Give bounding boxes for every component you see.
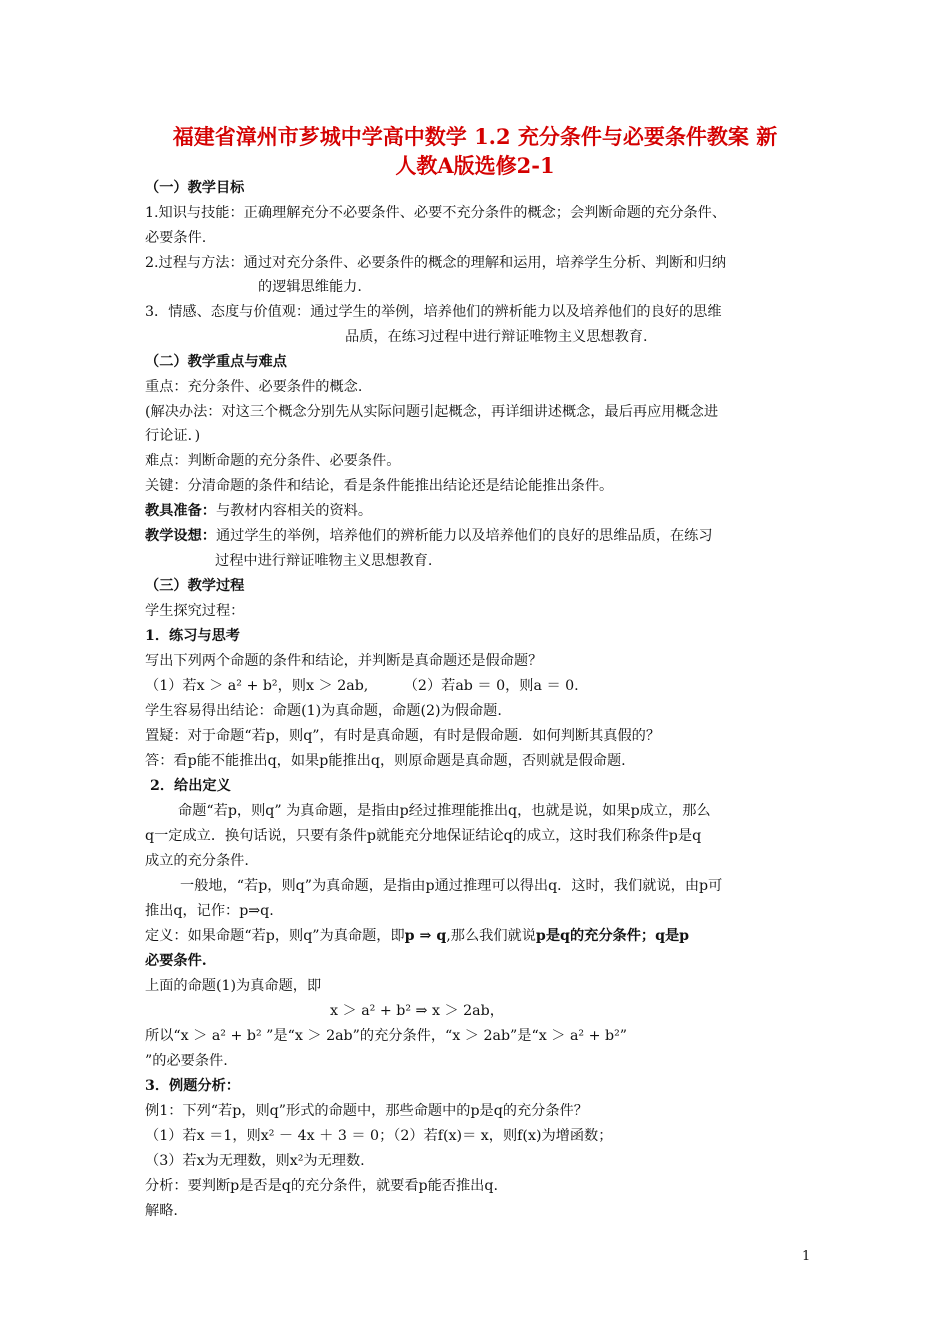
tools-line [145, 501, 813, 521]
text-line: (解决办法：对这三个概念分别先从实际问题引起概念，再详细讲述概念，最后再应用概念进 [145, 404, 719, 420]
section-heading-objectives: （一）教学目标 [145, 180, 245, 196]
tools-label: 教具准备： [145, 503, 216, 519]
text-line: 例1：下列“若p，则q”形式的命题中，那些命题中的p是q的充分条件？ [145, 1103, 588, 1119]
text-line: 所以“x ＞ a² + b² ”是“x ＞ 2ab”的充分条件，“x ＞ 2ab”是“x ＞ a² + b²” [145, 1028, 628, 1044]
text-line: q一定成立．换句话说，只要有条件p就能充分地保证结论q的成立，这时我们称条件p是q [145, 828, 702, 844]
subheading-examples: 3．例题分析： [145, 1078, 240, 1094]
design-line [145, 526, 813, 546]
text-line: （1）若x ＞ a² + b²，则x ＞ 2ab, （2）若ab ＝ 0，则a ＝ 0. [145, 678, 579, 694]
text-line: 学生探究过程： [145, 603, 245, 619]
definition-middle: ,那么我们就说 [446, 928, 536, 944]
text-line: 的逻辑思维能力. [258, 279, 362, 295]
formula-line: x ＞ a² + b² ⇒ x ＞ 2ab， [330, 1003, 504, 1019]
text-line: 重点：充分条件、必要条件的概念. [145, 379, 363, 395]
text-line: 必要条件. [145, 230, 207, 246]
page-number: 1 [802, 1249, 811, 1264]
text-line: 置疑：对于命题“若p，则q”，有时是真命题，有时是假命题．如何判断其真假的？ [145, 728, 661, 744]
text-line: 关键：分清命题的条件和结论，看是条件能推出结论还是结论能推出条件。 [145, 478, 614, 494]
design-text: 通过学生的举例，培养他们的辨析能力以及培养他们的良好的思维品质，在练习 [215, 528, 713, 544]
text-line: （1）若x ＝1，则x² － 4x ＋ 3 ＝ 0；（2）若f(x)＝ x，则f(x)为增函数； [145, 1128, 613, 1144]
text-line: 3．情感、态度与价值观：通过学生的举例，培养他们的辨析能力以及培养他们的良好的思维 [145, 304, 722, 320]
text-line: 推出q，记作：p⇒q. [145, 903, 274, 919]
subheading-practice: 1．练习与思考 [145, 628, 240, 644]
definition-conclusion: p是q的充分条件；q是p [535, 928, 690, 944]
subheading-definition: 2．给出定义 [150, 778, 231, 794]
document-title-line2: 人教A版选修2-1 [395, 153, 555, 178]
section-heading-keypoints: （二）教学重点与难点 [145, 354, 287, 370]
text-line: 成立的充分条件. [145, 853, 249, 869]
design-label: 教学设想： [145, 528, 216, 544]
definition-implication: p ⇒ q [404, 928, 447, 944]
text-line: 2.过程与方法：通过对充分条件、必要条件的概念的理解和运用，培养学生分析、判断和归纳 [145, 255, 727, 271]
text-line: 品质，在练习过程中进行辩证唯物主义思想教育. [345, 329, 648, 345]
text-line: 1.知识与技能：正确理解充分不必要条件、必要不充分条件的概念；会判断命题的充分条件、 [145, 205, 727, 221]
text-line: ”的必要条件. [145, 1053, 228, 1069]
definition-line [145, 926, 813, 946]
document-title-line1: 福建省漳州市芗城中学高中数学 1.2 充分条件与必要条件教案 新 [172, 124, 778, 149]
text-line: （3）若x为无理数，则x²为无理数. [145, 1153, 365, 1169]
tools-text: 与教材内容相关的资料。 [215, 503, 373, 519]
text-line: 难点：判断命题的充分条件、必要条件。 [145, 453, 401, 469]
text-line: 命题“若p，则q” 为真命题，是指由p经过推理能推出q，也就是说，如果p成立，那么 [178, 803, 711, 819]
text-line: 写出下列两个命题的条件和结论，并判断是真命题还是假命题？ [145, 653, 543, 669]
text-line: 行论证．) [145, 428, 201, 444]
text-line: 上面的命题(1)为真命题，即 [145, 978, 322, 994]
text-line: 过程中进行辩证唯物主义思想教育. [215, 553, 433, 569]
text-line: 一般地，“若p，则q”为真命题，是指由p通过推理可以得出q．这时，我们就说，由p可 [180, 878, 723, 894]
text-line: 必要条件. [145, 953, 207, 969]
text-line: 答：看p能不能推出q，如果p能推出q，则原命题是真命题，否则就是假命题. [145, 753, 626, 769]
text-line: 解略. [145, 1203, 178, 1219]
text-line: 分析：要判断p是否是q的充分条件，就要看p能否推出q. [145, 1178, 498, 1194]
definition-prefix: 定义：如果命题“若p，则q”为真命题，即 [145, 928, 405, 944]
text-line: 学生容易得出结论：命题(1)为真命题，命题(2)为假命题. [145, 703, 502, 719]
section-heading-process: （三）教学过程 [145, 578, 245, 594]
